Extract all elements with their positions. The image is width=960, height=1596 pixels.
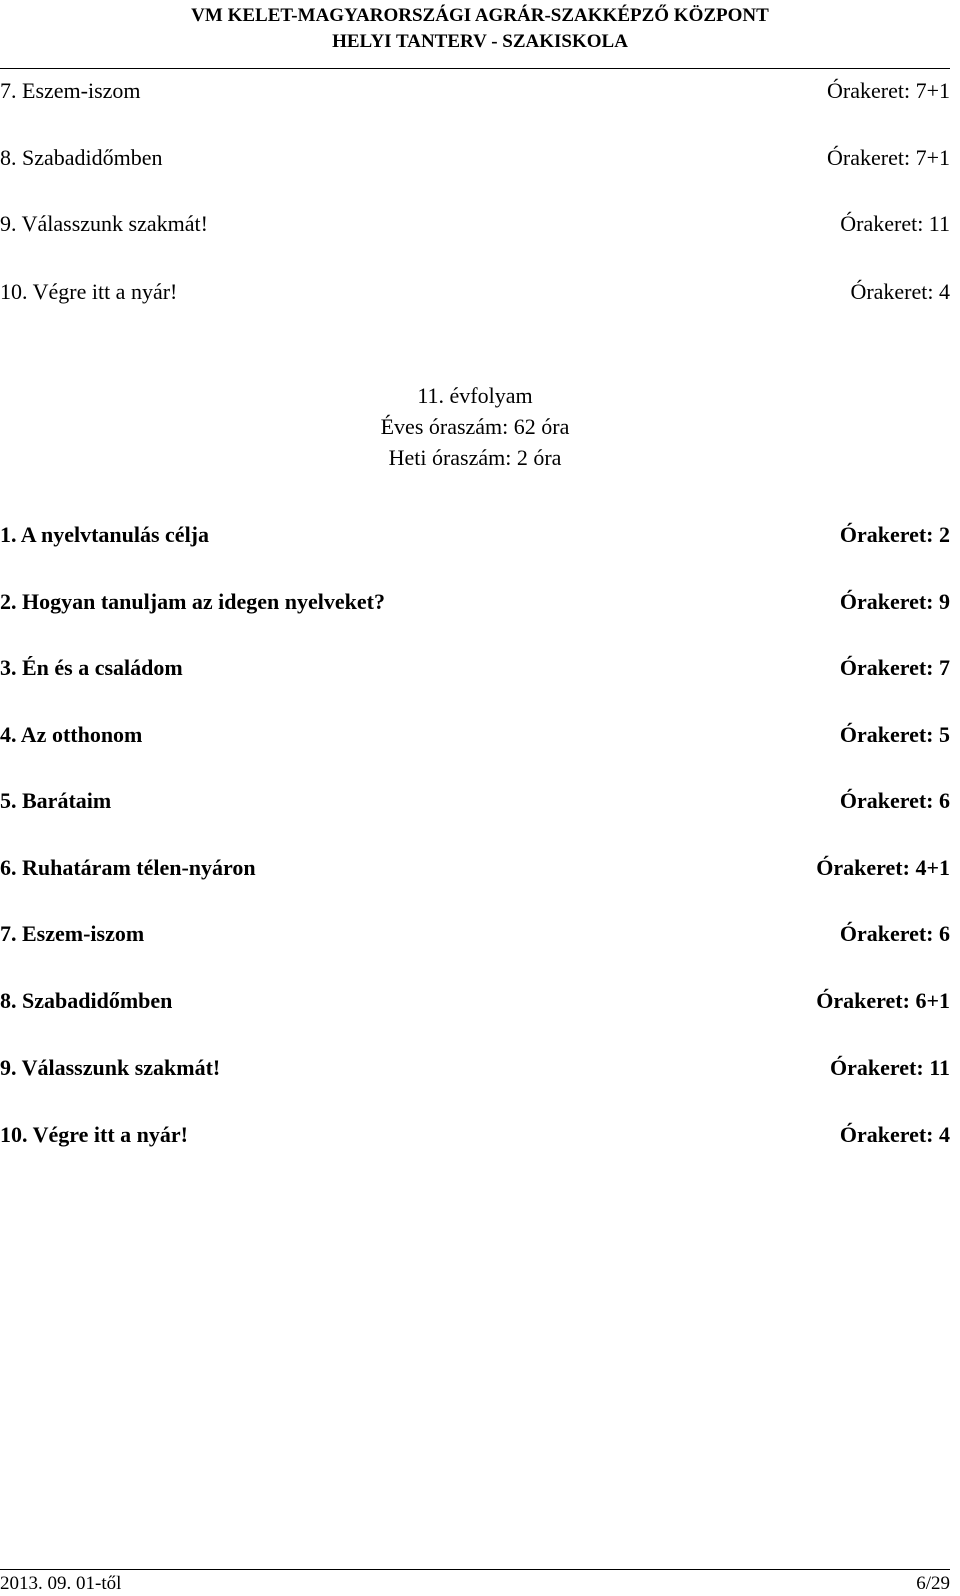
topic-hours: Órakeret: 9 — [839, 589, 950, 614]
header-institution: VM KELET-MAGYARORSZÁGI AGRÁR-SZAKKÉPZŐ KÖZPONT — [191, 5, 769, 26]
topic-title: 9. Válasszunk szakmát! — [0, 211, 208, 236]
topic-title: 10. Végre itt a nyár! — [0, 1122, 188, 1147]
annual-hours: Éves óraszám: 62 óra — [380, 414, 570, 439]
topic-hours: Órakeret: 7+1 — [827, 78, 950, 103]
topic-hours: Órakeret: 4 — [839, 1122, 950, 1147]
topic-title: 3. Én és a családom — [0, 655, 183, 680]
topic-title: 9. Válasszunk szakmát! — [0, 1055, 221, 1080]
topic-row — [0, 143, 950, 173]
topic-hours: Órakeret: 4 — [850, 279, 950, 304]
topic-row — [0, 76, 950, 106]
topic-row — [0, 1120, 950, 1150]
topic-title: 5. Barátaim — [0, 788, 112, 813]
footer-divider — [0, 1569, 950, 1570]
topic-row — [0, 277, 950, 307]
topic-hours: Órakeret: 6+1 — [816, 988, 950, 1013]
topic-title: 7. Eszem-iszom — [0, 921, 145, 946]
topic-title: 10. Végre itt a nyár! — [0, 279, 178, 304]
topic-row — [0, 653, 950, 683]
year-summary — [0, 380, 950, 473]
topic-hours: Órakeret: 6 — [839, 921, 950, 946]
topic-hours: Órakeret: 2 — [839, 522, 950, 547]
topic-title: 8. Szabadidőmben — [0, 145, 163, 170]
topic-row — [0, 520, 950, 550]
topic-title: 1. A nyelvtanulás célja — [0, 522, 210, 547]
page-number: 6/29 — [916, 1573, 950, 1594]
weekly-hours: Heti óraszám: 2 óra — [388, 445, 562, 470]
topic-hours: Órakeret: 11 — [840, 211, 950, 236]
topic-hours: Órakeret: 7 — [839, 655, 950, 680]
topic-row — [0, 786, 950, 816]
topic-title: 8. Szabadidőmben — [0, 988, 173, 1013]
page-footer — [0, 1572, 950, 1596]
topic-hours: Órakeret: 7+1 — [827, 145, 950, 170]
topic-row — [0, 1053, 950, 1083]
header-divider — [0, 68, 950, 69]
year-title: 11. évfolyam — [417, 383, 533, 408]
topic-row — [0, 986, 950, 1016]
topic-title: 6. Ruhatáram télen-nyáron — [0, 855, 256, 880]
topic-title: 7. Eszem-iszom — [0, 78, 141, 103]
topic-hours: Órakeret: 4+1 — [816, 855, 950, 880]
topic-row — [0, 720, 950, 750]
topic-title: 2. Hogyan tanuljam az idegen nyelveket? — [0, 589, 385, 614]
topic-row — [0, 853, 950, 883]
topic-row — [0, 209, 950, 239]
topic-hours: Órakeret: 11 — [830, 1055, 950, 1080]
topic-hours: Órakeret: 5 — [839, 722, 950, 747]
topic-row — [0, 919, 950, 949]
header-curriculum: HELYI TANTERV - SZAKISKOLA — [332, 31, 628, 52]
topic-hours: Órakeret: 6 — [839, 788, 950, 813]
footer-date: 2013. 09. 01-től — [0, 1573, 122, 1594]
page-header — [0, 0, 960, 55]
topic-title: 4. Az otthonom — [0, 722, 143, 747]
topic-row — [0, 587, 950, 617]
